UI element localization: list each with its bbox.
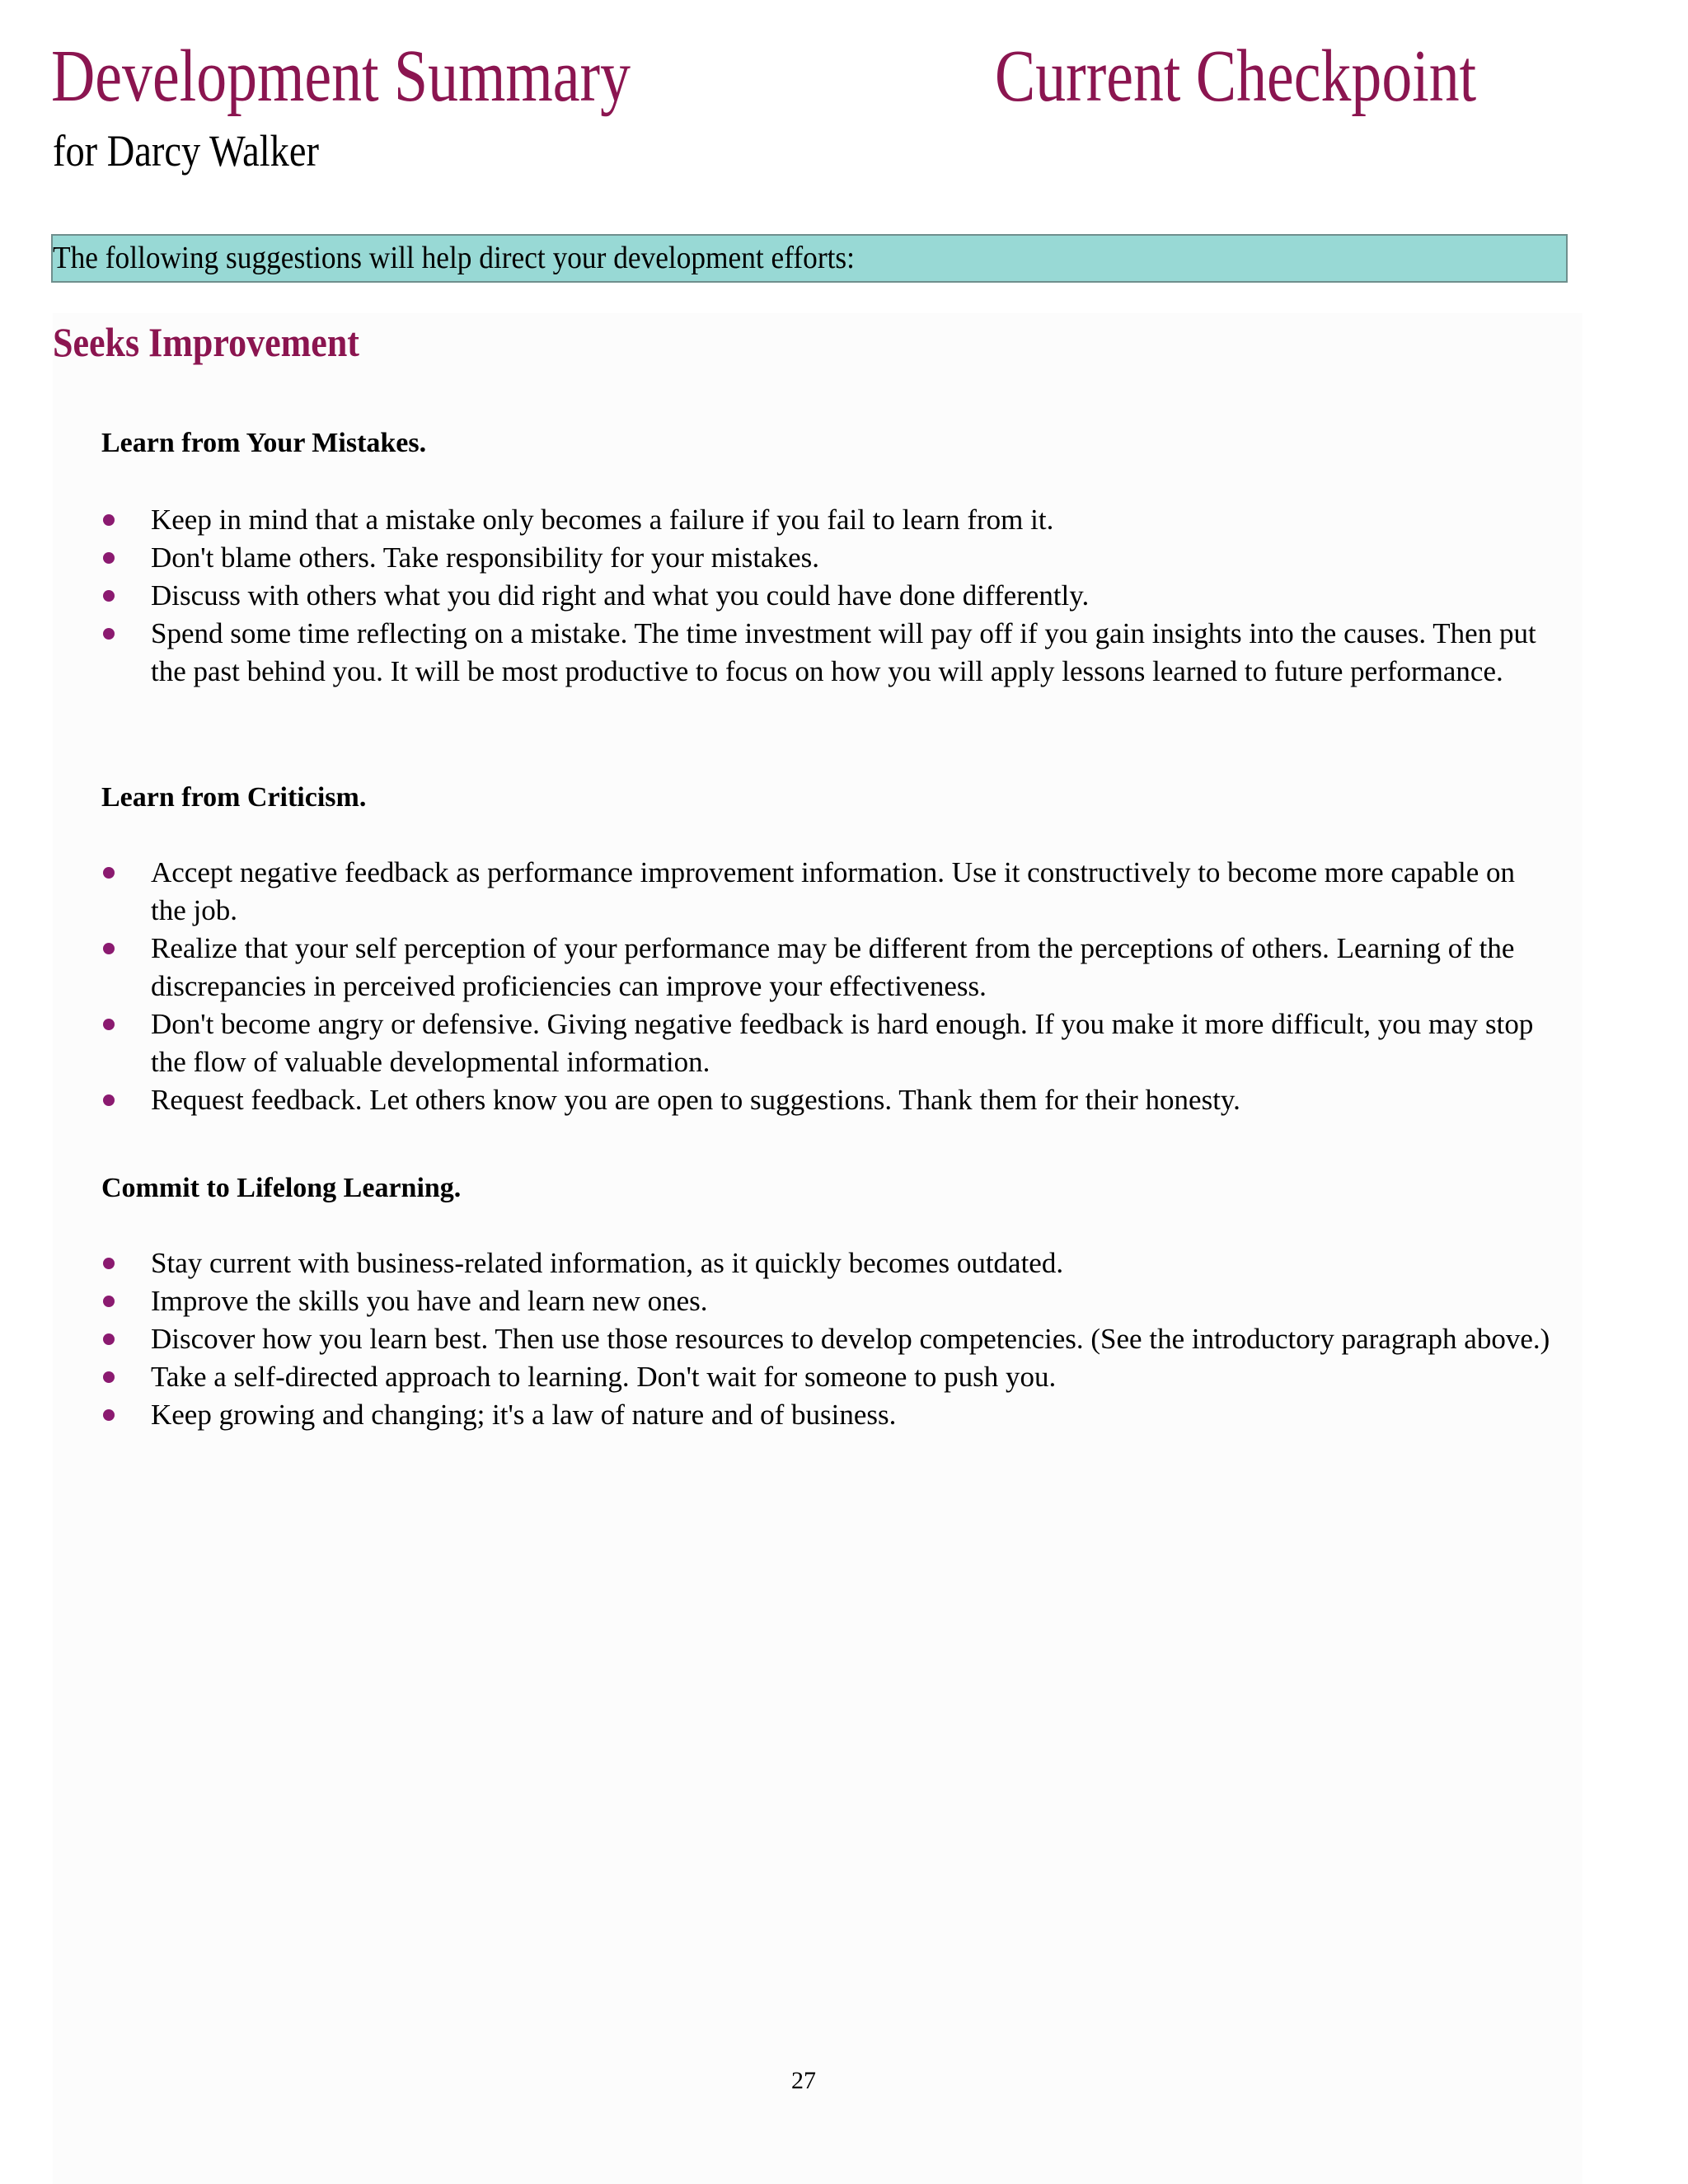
- list-item: [151, 539, 1552, 577]
- list-item-text: Don't become angry or defensive. Giving negative feedback is hard enough. If you make it more difficult, you may stop the flow of valuable developmental information.: [151, 1008, 1534, 1078]
- list-item: [151, 1005, 1552, 1081]
- bullet-icon: [103, 628, 115, 640]
- list-item: [151, 1282, 1552, 1320]
- list-item-text: Keep in mind that a mistake only becomes a failure if you fail to learn from it.: [151, 504, 1054, 536]
- bullet-icon: [103, 514, 115, 526]
- checkpoint-title: Current Checkpoint: [995, 35, 1477, 117]
- page-title: Development Summary: [51, 35, 631, 117]
- banner-text: The following suggestions will help direct your development efforts:: [53, 241, 855, 275]
- bullet-icon: [103, 1094, 115, 1106]
- list-item-text: Discuss with others what you did right and what you could have done differently.: [151, 579, 1090, 612]
- list-item: [151, 615, 1552, 691]
- suggestions-banner: [51, 234, 1568, 283]
- group-heading-mistakes: Learn from Your Mistakes.: [101, 428, 427, 458]
- bullet-icon: [103, 1409, 115, 1421]
- bullet-icon: [103, 943, 115, 954]
- group-heading-criticism: Learn from Criticism.: [101, 782, 367, 813]
- bullet-icon: [103, 867, 115, 879]
- list-item-text: Discover how you learn best. Then use those resources to develop competencies. (See the introductory paragraph above.): [151, 1323, 1550, 1355]
- list-item: [151, 1358, 1552, 1396]
- list-item-text: Spend some time reflecting on a mistake. The time investment will pay off if you gain insights into the causes. Then put the past behind you. It will be most productive to focus on how you will apply lessons learned to future performance.: [151, 617, 1536, 687]
- list-item-text: Improve the skills you have and learn new ones.: [151, 1285, 708, 1317]
- list-item-text: Realize that your self perception of your performance may be different from the perceptions of others. Learning of the discrepancies in perceived proficiencies can improve your effectiveness.: [151, 932, 1515, 1002]
- list-item: [151, 854, 1552, 930]
- bullet-icon: [103, 1371, 115, 1383]
- list-item: [151, 930, 1552, 1005]
- list-item-text: Keep growing and changing; it's a law of nature and of business.: [151, 1399, 897, 1431]
- group-heading-lifelong-learning: Commit to Lifelong Learning.: [101, 1173, 462, 1203]
- list-item-text: Request feedback. Let others know you are open to suggestions. Thank them for their honesty.: [151, 1084, 1240, 1116]
- bullet-list-criticism: [151, 854, 1552, 1119]
- list-item-text: Accept negative feedback as performance improvement information. Use it constructively to become more capable on the job.: [151, 856, 1516, 926]
- bullet-list-mistakes: [151, 501, 1552, 691]
- list-item: [151, 577, 1552, 615]
- bullet-icon: [103, 1019, 115, 1030]
- section-title: Seeks Improvement: [53, 319, 359, 365]
- bullet-icon: [103, 552, 115, 564]
- bullet-list-lifelong-learning: [151, 1244, 1552, 1434]
- list-item: [151, 1081, 1552, 1119]
- person-name-subtitle: for Darcy Walker: [53, 126, 319, 176]
- list-item: [151, 1396, 1552, 1434]
- list-item: [151, 1244, 1552, 1282]
- bullet-icon: [103, 590, 115, 602]
- list-item: [151, 501, 1552, 539]
- bullet-icon: [103, 1333, 115, 1345]
- list-item-text: Don't blame others. Take responsibility for your mistakes.: [151, 541, 819, 574]
- list-item-text: Stay current with business-related information, as it quickly becomes outdated.: [151, 1247, 1064, 1279]
- page-number: 27: [791, 2067, 816, 2094]
- list-item-text: Take a self-directed approach to learning. Don't wait for someone to push you.: [151, 1361, 1057, 1393]
- list-item: [151, 1320, 1552, 1358]
- bullet-icon: [103, 1258, 115, 1269]
- bullet-icon: [103, 1296, 115, 1307]
